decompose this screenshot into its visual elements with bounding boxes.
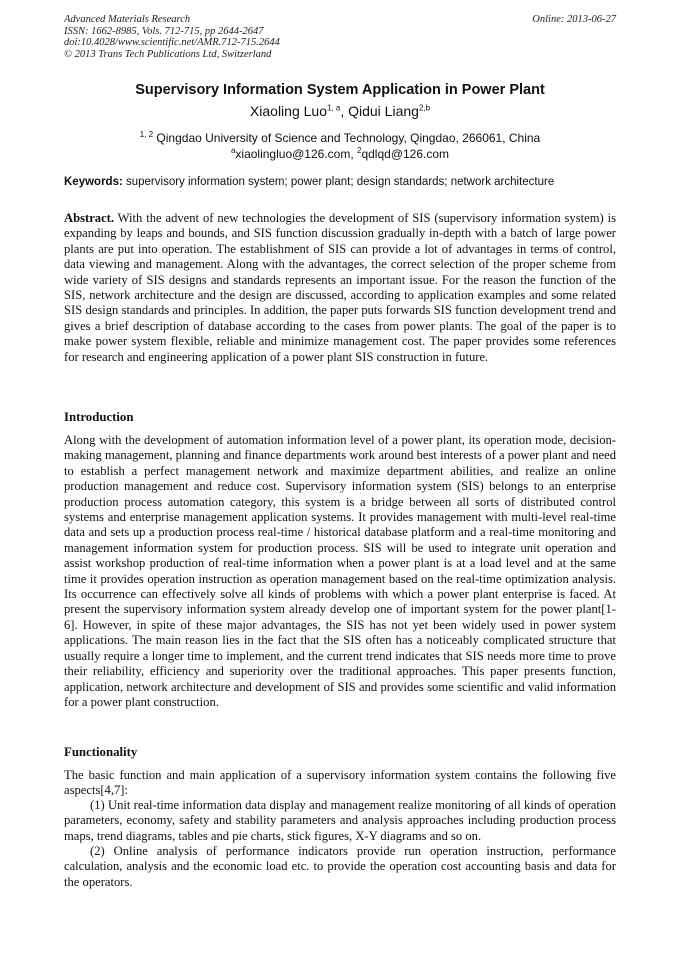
author-name: Qidui Liang: [348, 103, 419, 119]
affiliation-text: Qingdao University of Science and Technology, Qingdao, 266061, China: [153, 131, 541, 145]
author-separator: ,: [340, 103, 349, 119]
email-address: xiaolingluo@126.com,: [235, 147, 357, 161]
paper-title: Supervisory Information System Application in Power Plant: [135, 82, 545, 98]
functionality-heading: Functionality: [64, 745, 138, 759]
author-superscript: 2,b: [418, 103, 431, 113]
doi-line: doi:10.4028/www.scientific.net/AMR.712-715.2644: [64, 37, 280, 48]
abstract-label: Abstract.: [64, 211, 115, 225]
keywords-label: Keywords:: [64, 176, 123, 188]
introduction-heading: Introduction: [64, 410, 134, 424]
author-name: Xiaoling Luo: [249, 103, 327, 119]
email-superscript: 2: [357, 146, 362, 155]
issn-line: ISSN: 1662-8985, Vols. 712-715, pp 2644-2647: [64, 25, 264, 37]
online-date: Online: 2013-06-27: [532, 14, 616, 25]
abstract-paragraph: [64, 211, 616, 365]
keywords-text: supervisory information system; power plant; design standards; network architecture: [122, 176, 555, 188]
functionality-intro-paragraph: The basic function and main application of a supervisory information system contains the following five aspects[4,7]:: [64, 768, 616, 798]
affiliation-line: [64, 130, 616, 146]
author-line: [64, 103, 616, 119]
author-superscript: 1, a: [326, 103, 341, 113]
abstract-text: With the advent of new technologies the development of SIS (supervisory information system) is expanding by leaps and bounds, and SIS function discussion gradually in-depth with a batch of large power plants are put into operation. The establishment of SIS can provide a lot of advantages in terms of control, data viewing and management. Along with the advantages, the correct selection of the proper scheme from wide variety of SIS designs and standards represents an important issue. For the reason the function of the SIS, network architecture and the design are discussed, according to application examples and some related SIS design standards and principles. In addition, the paper puts forwards SIS function development trend and gives a brief description of database according to the cases from power plants. The goal of the paper is to make power system flexible, reliable and minimize management cost. The paper provides some references for research and engineering application of a power plant SIS construction in future.: [64, 211, 616, 364]
functionality-item-paragraph: (1) Unit real-time information data display and management realize monitoring of all kinds of operation parameters, economy, safety and stability parameters and analysis approaches including production process maps, trend diagrams, tables and pie charts, stick figures, X-Y diagrams and so on.: [64, 798, 616, 843]
introduction-paragraph: Along with the development of automation information level of a power plant, its operation mode, decision-making management, planning and finance departments work around best interests of a power plant and need to establish a perfect management network and maximize department abilities, and realize an online production management and reduce cost. Supervisory information system (SIS) belongs to an enterprise production process automation category, this system is a bridge between all sorts of distributed control systems and enterprise management application systems. It provides management with multi-level real-time data and sets up a production process real-time / historical database platform and a real-time monitoring and management information system for production process. SIS will be used to integrate unit operation and assist workshop production of real-time information when a power plant is at a load level and at the same time it provides operation instruction as operation management based on the real-time optimization analysis. Its occurrence can effectively solve all kinds of problems with which a power plant enterprise is faced. At present the supervisory information system already develop one of important system for the power plant[1-6]. However, in spite of these major advantages, the SIS has not yet been widely used in power system applications. The main reason lies in the fact that the SIS often has a noticeably complicated structure that usually require a longer time to implement, and the current trend indicates that SIS needs more time to prove their reliability, efficiency and superiority over the traditional approaches. This paper presents function, application, network architecture and development of SIS and provides some scientific and valid information for a power plant construction.: [64, 433, 616, 709]
journal-header: [64, 14, 616, 60]
email-line: [64, 146, 616, 162]
affiliation-superscript: 1, 2: [139, 130, 154, 139]
email-superscript: a: [230, 146, 236, 155]
journal-name: Advanced Materials Research: [64, 14, 191, 25]
email-address: qdlqd@126.com: [361, 147, 450, 161]
affiliation-block: [64, 130, 616, 162]
functionality-item-paragraph: (2) Online analysis of performance indicators provide run operation instruction, performance calculation, analysis and the economic load etc. to provide the operation cost accounting basis and data for the operators.: [64, 844, 616, 889]
keywords-line: [64, 176, 616, 188]
copyright-line: © 2013 Trans Tech Publications Ltd, Switzerland: [64, 48, 272, 60]
